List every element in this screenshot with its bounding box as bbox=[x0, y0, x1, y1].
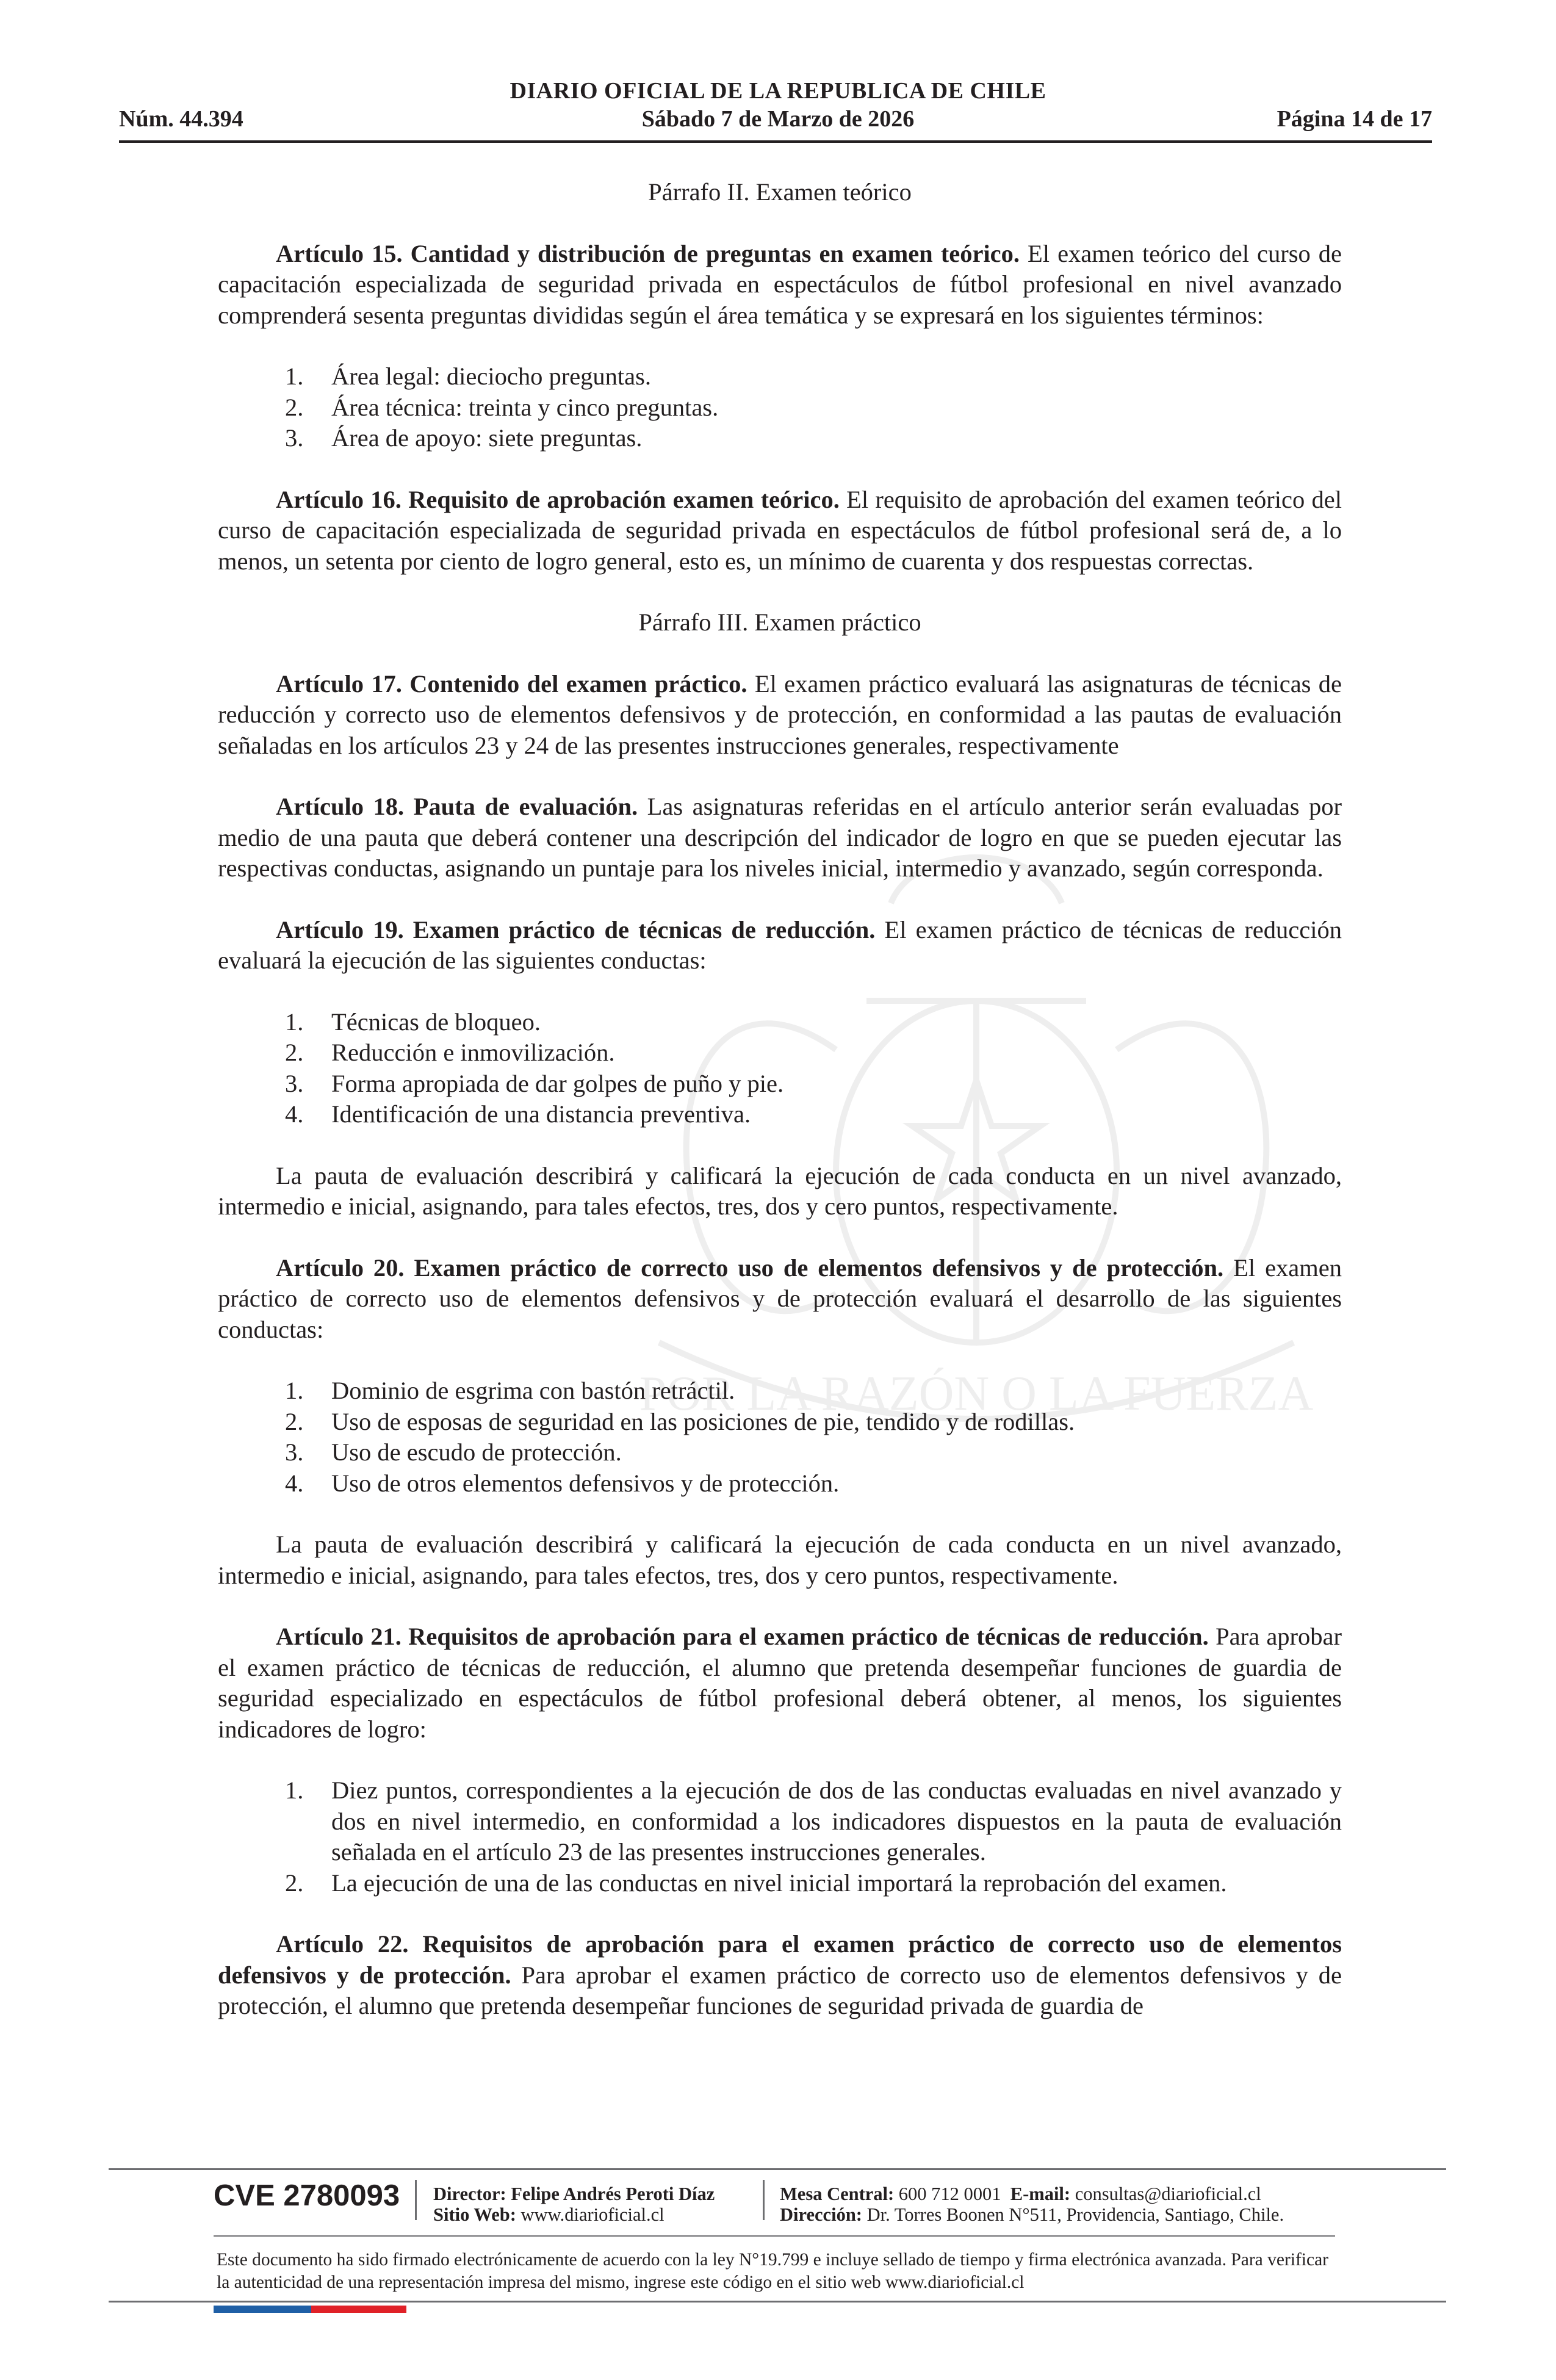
mesa-label: Mesa Central: bbox=[780, 2183, 895, 2204]
section-title-iii: Párrafo III. Examen práctico bbox=[638, 608, 921, 636]
article-15-text: El examen teórico del curso de capacitación especializada de seguridad privada en espectáculos de fútbol profesional en nivel avanzado comprenderá sesenta preguntas divididas según el área temática y se expresará en los siguientes términos: bbox=[218, 239, 1342, 329]
list-item: 2. La ejecución de una de las conductas en nivel inicial importará la reprobación del examen. bbox=[285, 1869, 1227, 1897]
email-label: E-mail: bbox=[1010, 2183, 1071, 2204]
article-22-heading: Artículo 22. Requisitos de aprobación para el examen práctico de correcto uso de elementos defensivos y de protección. bbox=[218, 1930, 1342, 1989]
section-title-ii: Párrafo II. Examen teórico bbox=[648, 178, 912, 206]
article-17 bbox=[218, 669, 1342, 762]
list-item: 3. Forma apropiada de dar golpes de puño y pie. bbox=[285, 1069, 784, 1097]
article-22 bbox=[218, 1929, 1342, 2022]
article-20 bbox=[218, 1253, 1342, 1346]
list-item: 1. Dominio de esgrima con bastón retráctil. bbox=[285, 1377, 735, 1404]
article-16 bbox=[218, 485, 1342, 577]
email-link[interactable]: consultas@diarioficial.cl bbox=[1075, 2183, 1261, 2204]
footer-separator bbox=[763, 2180, 765, 2220]
article-19 bbox=[218, 915, 1342, 976]
footer-divider-mid bbox=[214, 2235, 1335, 2237]
article-19-closing: La pauta de evaluación describirá y calificará la ejecución de cada conducta en un nivel avanzado, intermedio e inicial, asignando, para tales efectos, tres, dos y cero puntos, respectivamente. bbox=[218, 1161, 1342, 1220]
list-item: 4. Identificación de una distancia preventiva. bbox=[285, 1100, 751, 1128]
address-value: Dr. Torres Boonen N°511, Providencia, Santiago, Chile. bbox=[866, 2204, 1284, 2225]
flag-stripe-blue bbox=[214, 2306, 311, 2313]
footer-separator bbox=[415, 2180, 417, 2220]
list-item: 1. Diez puntos, correspondientes a la ejecución de dos de las conductas evaluadas en nivel avanzado y dos en nivel intermedio, en conformidad a los indicadores dispuestos en la pauta de evaluación señalada en el artículo 23 de las presentes instrucciones generales. bbox=[285, 1776, 1342, 1866]
article-19-heading: Artículo 19. Examen práctico de técnicas de reducción. bbox=[276, 915, 876, 943]
footer-contact-block bbox=[780, 2183, 1284, 2225]
article-20-list bbox=[218, 1376, 1342, 1499]
article-18-text: Las asignaturas referidas en el artículo anterior serán evaluadas por medio de una pauta que deberá contener una descripción del indicador de logro en que se pueden ejecutar las respectivas conductas, asignando un puntaje para los niveles inicial, intermedio y avanzado, según corresponda. bbox=[218, 793, 1342, 882]
article-20-closing: La pauta de evaluación describirá y calificará la ejecución de cada conducta en un nivel avanzado, intermedio e inicial, asignando, para tales efectos, tres, dos y cero puntos, respectivamente. bbox=[218, 1531, 1342, 1589]
article-20-text: El examen práctico de correcto uso de elementos defensivos y de protección evaluará el desarrollo de las siguientes conductas: bbox=[218, 1253, 1342, 1343]
page-number: Página 14 de 17 bbox=[1277, 106, 1432, 132]
article-21-list bbox=[218, 1775, 1342, 1899]
list-item: 3. Área de apoyo: siete preguntas. bbox=[285, 424, 643, 452]
document-body bbox=[218, 177, 1342, 2022]
footer-divider-bottom bbox=[109, 2301, 1446, 2302]
site-label: Sitio Web: bbox=[433, 2204, 516, 2225]
cve-code: CVE 2780093 bbox=[214, 2179, 400, 2212]
footer-divider-top bbox=[109, 2168, 1446, 2170]
article-15 bbox=[218, 239, 1342, 331]
publication-date: Sábado 7 de Marzo de 2026 bbox=[641, 106, 915, 132]
list-item: 1. Técnicas de bloqueo. bbox=[285, 1008, 541, 1036]
article-18-heading: Artículo 18. Pauta de evaluación. bbox=[276, 793, 638, 820]
header-divider bbox=[119, 140, 1432, 143]
issue-number: Núm. 44.394 bbox=[119, 106, 243, 132]
flag-stripe-red bbox=[311, 2306, 406, 2313]
article-15-heading: Artículo 15. Cantidad y distribución de preguntas en examen teórico. bbox=[276, 239, 1020, 267]
list-item: 2. Área técnica: treinta y cinco preguntas. bbox=[285, 393, 719, 421]
article-21-heading: Artículo 21. Requisitos de aprobación para el examen práctico de técnicas de reducción. bbox=[276, 1623, 1209, 1650]
publication-title: DIARIO OFICIAL DE LA REPUBLICA DE CHILE bbox=[510, 78, 1046, 104]
list-item: 4. Uso de otros elementos defensivos y de protección. bbox=[285, 1469, 840, 1497]
address-line bbox=[780, 2204, 1284, 2225]
article-21-text: Para aprobar el examen práctico de técnicas de reducción, el alumno que pretenda desempeñar funciones de guardia de seguridad especializado en espectáculos de fútbol profesional deberá obtener, al menos, los siguientes indicadores de logro: bbox=[218, 1623, 1342, 1743]
article-16-text: El requisito de aprobación del examen teórico del curso de capacitación especializada de seguridad privada en espectáculos de fútbol profesional será de, a lo menos, un setenta por ciento de logro general, esto es, un mínimo de cuarenta y dos respuestas correctas. bbox=[218, 485, 1342, 575]
article-18 bbox=[218, 792, 1342, 884]
site-line bbox=[433, 2204, 715, 2225]
article-21 bbox=[218, 1621, 1342, 1745]
director-line bbox=[433, 2183, 715, 2204]
list-item: 3. Uso de escudo de protección. bbox=[285, 1438, 622, 1466]
article-16-heading: Artículo 16. Requisito de aprobación examen teórico. bbox=[276, 485, 840, 513]
article-19-text: El examen práctico de técnicas de reducción evaluará la ejecución de las siguientes conductas: bbox=[218, 915, 1342, 974]
director-label: Director: bbox=[433, 2183, 506, 2204]
footer-director-block bbox=[433, 2183, 715, 2225]
contact-line bbox=[780, 2183, 1284, 2204]
list-item: 1. Área legal: dieciocho preguntas. bbox=[285, 362, 652, 390]
site-link[interactable]: www.diarioficial.cl bbox=[520, 2204, 665, 2225]
signature-note: Este documento ha sido firmado electrónicamente de acuerdo con la ley N°19.799 e incluye sellado de tiempo y firma electrónica avanzada. Para verificar la autenticidad de una representación impresa del mismo, ingrese este código en el sitio web www.diarioficial.cl bbox=[217, 2250, 1328, 2292]
article-15-list bbox=[218, 361, 1342, 454]
mesa-value: 600 712 0001 bbox=[898, 2183, 1001, 2204]
address-label: Dirección: bbox=[780, 2204, 862, 2225]
article-17-heading: Artículo 17. Contenido del examen práctico. bbox=[276, 669, 747, 698]
article-17-text: El examen práctico evaluará las asignaturas de técnicas de reducción y correcto uso de elementos defensivos y de protección, en conformidad a las pautas de evaluación señaladas en los artículos 23 y 24 de las presentes instrucciones generales, respectivamente bbox=[218, 669, 1342, 759]
article-20-heading: Artículo 20. Examen práctico de correcto uso de elementos defensivos y de protección. bbox=[276, 1253, 1224, 1282]
list-item: 2. Reducción e inmovilización. bbox=[285, 1039, 615, 1066]
list-item: 2. Uso de esposas de seguridad en las posiciones de pie, tendido y de rodillas. bbox=[285, 1407, 1075, 1435]
article-19-list bbox=[218, 1007, 1342, 1130]
watermark-motto: POR LA RAZÓN O LA FUERZA bbox=[639, 1367, 1314, 1421]
article-22-text: Para aprobar el examen práctico de correcto uso de elementos defensivos y de protección, el alumno que pretenda desempeñar funciones de seguridad privada de guardia de bbox=[218, 1961, 1342, 2019]
director-name: Felipe Andrés Peroti Díaz bbox=[511, 2183, 715, 2204]
